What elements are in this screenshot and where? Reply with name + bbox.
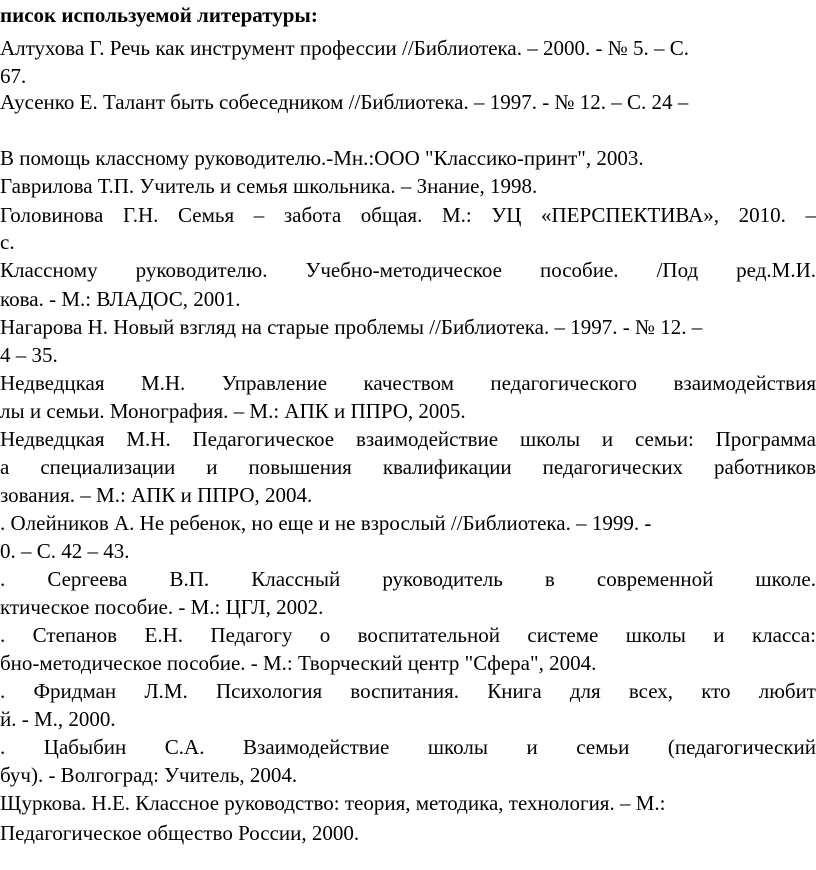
text-line: лы и семьи. Монография. – М.: АПК и ППРО, 2005.: [0, 399, 466, 423]
text-line: а специализации и повышения квалификации педагогических работников: [0, 455, 816, 479]
text-line: Нагарова Н. Новый взгляд на старые проблемы //Библиотека. – 1997. - № 12. –: [0, 315, 703, 339]
text-line: Головинова Г.Н. Семья – забота общая. М.: УЦ «ПЕРСПЕКТИВА», 2010. –: [0, 203, 816, 227]
text-line: бно-методическое пособие. - М.: Творческий центр "Сфера", 2004.: [0, 651, 597, 675]
text-line: й. - М., 2000.: [0, 707, 116, 731]
text-line: . Цабыбин С.А. Взаимодействие школы и семьи (педагогический: [0, 735, 816, 759]
text-line: Щуркова. Н.Е. Классное руководство: теория, методика, технология. – М.:: [0, 791, 666, 815]
text-line: буч). - Волгоград: Учитель, 2004.: [0, 763, 298, 787]
text-line: . Олейников А. Не ребенок, но еще и не взрослый //Библиотека. – 1999. -: [0, 511, 652, 535]
page-title: писок используемой литературы:: [0, 3, 318, 27]
text-line: Классному руководителю. Учебно-методическое пособие. /Под ред.М.И.: [0, 258, 816, 282]
text-line: . Фридман Л.М. Психология воспитания. Книга для всех, кто любит: [0, 679, 816, 703]
text-line: . Степанов Е.Н. Педагогу о воспитательной системе школы и класса:: [0, 623, 816, 647]
text-line: . Сергеева В.П. Классный руководитель в современной школе.: [0, 567, 816, 591]
text-line: кова. - М.: ВЛАДОС, 2001.: [0, 287, 241, 311]
text-line: В помощь классному руководителю.-Мн.:ООО "Классико-принт", 2003.: [0, 146, 644, 170]
text-line: Недведцкая М.Н. Педагогическое взаимодействие школы и семьи: Программа: [0, 427, 816, 451]
text-line: 0. – С. 42 – 43.: [0, 539, 130, 563]
text-line: 4 – 35.: [0, 343, 58, 367]
text-line: ктическое пособие. - М.: ЦГЛ, 2002.: [0, 595, 324, 619]
text-line: Аусенко Е. Талант быть собеседником //Библиотека. – 1997. - № 12. – С. 24 –: [0, 90, 689, 114]
text-line: Гаврилова Т.П. Учитель и семья школьника. – Знание, 1998.: [0, 174, 538, 198]
text-line: Алтухова Г. Речь как инструмент профессии //Библиотека. – 2000. - № 5. – С.: [0, 36, 690, 60]
text-line: 67.: [0, 64, 27, 88]
text-line: Педагогическое общество России, 2000.: [0, 821, 360, 845]
text-line: Недведцкая М.Н. Управление качеством педагогического взаимодействия: [0, 371, 816, 395]
text-line: зования. – М.: АПК и ППРО, 2004.: [0, 483, 313, 507]
text-line: с.: [0, 230, 15, 254]
